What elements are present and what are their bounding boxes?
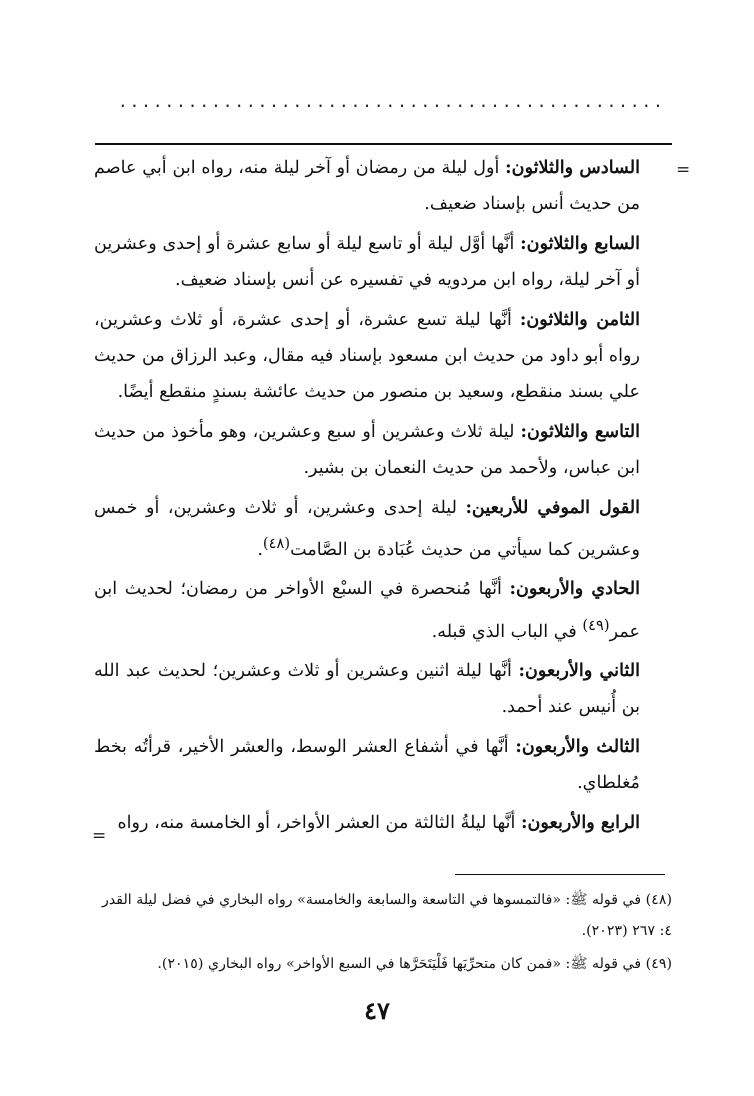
continuation-marker-bottom: = (92, 826, 107, 846)
entry-text: أنَّها في أشفاع العشر الوسط، والعشر الأخير، قرأتُه بخط مُغلطاي. (94, 736, 640, 794)
entry-44 (94, 805, 640, 841)
entry-43 (94, 729, 640, 802)
entry-heading: الثامن والثلاثون: (519, 308, 640, 330)
footnotes (94, 885, 672, 982)
header-rule (95, 143, 672, 145)
footnote-number: (٤٩) (645, 956, 672, 972)
entry-text: أنَّها مُنحصرة في السبْع الأواخر من رمضان؛ لحديث ابن عمر (94, 579, 640, 642)
entry-text: أنَّها ليلة اثنين وعشرين أو ثلاث وعشرين؛ لحديث عبد الله بن أُنيس عند أحمد. (94, 661, 640, 718)
entry-39 (94, 414, 640, 487)
entry-text: أنَّها ليلةُ الثالثة من العشر الأواخر، أو الخامسة منه، رواه (117, 812, 521, 833)
footnote-48 (94, 885, 672, 947)
entry-text-end: . (257, 539, 263, 560)
entry-37 (94, 226, 640, 299)
footnote-ref-48[interactable]: (٤٨) (262, 535, 291, 553)
entry-42 (94, 653, 640, 726)
main-text (94, 150, 640, 844)
entry-text: ليلة ثلاث وعشرين أو سبع وعشرين، وهو مأخوذ من حديث ابن عباس، ولأحمد من حديث النعمان بن بشير. (94, 421, 640, 479)
entry-heading: الثاني والأربعون: (518, 660, 640, 681)
entry-41 (94, 571, 640, 650)
entry-heading: الحادي والأربعون: (509, 578, 640, 600)
entry-heading: السابع والثلاثون: (520, 232, 640, 254)
continuation-marker-top: = (676, 160, 691, 180)
entry-text: أنَّها أوَّل ليلة أو تاسع ليلة أو سابع عشرة أو إحدى وعشرين أو آخر ليلة، رواه ابن مردويه في تفسيره عن أنس بإسناد ضعيف. (94, 233, 640, 291)
entry-text: أنَّها ليلة تسع عشرة، أو إحدى عشرة، أو ثلاث وعشرين، رواه أبو داود من حديث ابن مسعود بإسناد فيه مقال، وعبد الرزاق من حديث علي بسند منقطع، وسعيد بن منصور من حديث عائشة بسندٍ منقطع أيضًا. (94, 309, 640, 403)
entry-40 (94, 490, 640, 569)
footnote-text: في قوله ﷺ: «فالتمسوها في التاسعة والسابعة والخامسة» رواه البخاري في فضل ليلة القدر ٤: ٢٦٧ (٢٠٢٣). (101, 892, 672, 939)
footnote-number: (٤٨) (645, 892, 672, 908)
entry-heading: الثالث والأربعون: (515, 735, 640, 757)
entry-38 (94, 302, 640, 411)
entry-36 (94, 150, 640, 223)
footnote-ref-49[interactable]: (٤٩) (582, 616, 610, 634)
header-dotted-line: ............................................... (118, 92, 665, 108)
entry-text: أول ليلة من رمضان أو آخر ليلة منه، رواه ابن أبي عاصم من حديث أنس بإسناد ضعيف. (94, 158, 640, 215)
footnote-text: في قوله ﷺ: «فمن كان متحرِّيَها فَلْيَتَحَرَّها في السبع الأواخر» رواه البخاري (٢٠١٥). (157, 956, 646, 972)
footnote-separator (455, 874, 665, 875)
entry-heading: التاسع والثلاثون: (520, 420, 640, 442)
entry-text-end: في الباب الذي قبله. (431, 621, 583, 642)
entry-heading: السادس والثلاثون: (505, 157, 641, 178)
entry-heading: القول الموفي للأربعين: (465, 496, 640, 518)
entry-heading: الرابع والأربعون: (520, 811, 640, 833)
footnote-49 (94, 949, 672, 980)
page-number: ٤٧ (364, 996, 390, 1025)
entry-text: ليلة إحدى وعشرين، أو ثلاث وعشرين، أو خمس وعشرين كما سيأتي من حديث عُبَادة بن الصَّامت (94, 497, 640, 560)
